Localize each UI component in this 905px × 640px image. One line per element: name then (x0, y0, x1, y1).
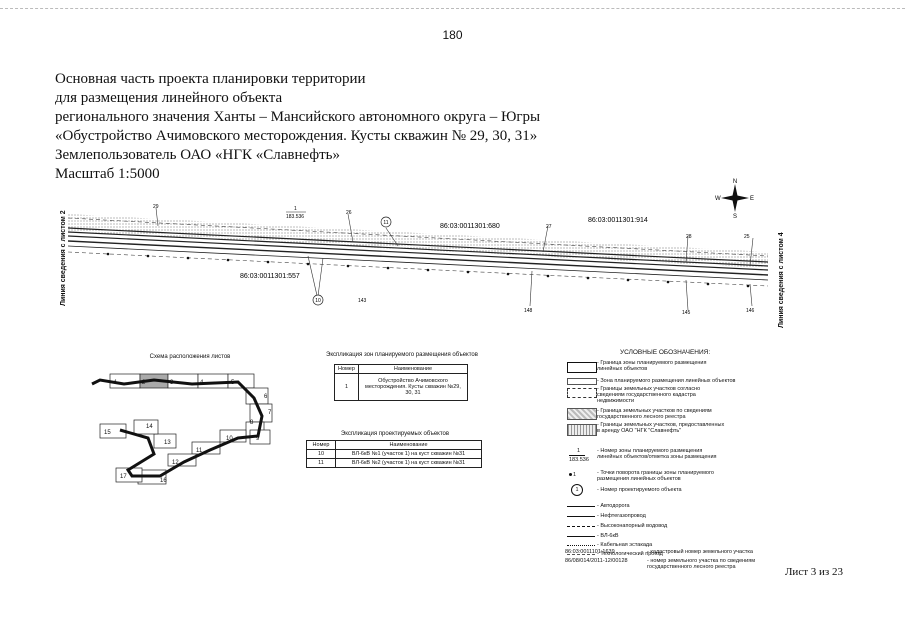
legend-forest-swatch (567, 408, 597, 420)
table-row (335, 374, 468, 401)
table-header: Наименование (336, 441, 482, 450)
linear-object-map (68, 196, 768, 326)
legend-item: - Граница зоны планируемого размещения линейных объектов (597, 360, 707, 372)
legend-title: УСЛОВНЫЕ ОБОЗНАЧЕНИЯ: (620, 349, 711, 356)
sheet-number: 9 (256, 436, 260, 442)
compass-e: E (750, 196, 755, 202)
point-label: 145 (682, 310, 691, 316)
title-line: Масштаб 1:5000 (55, 166, 160, 182)
table-header: Номер (335, 365, 359, 374)
point-label: 27 (546, 224, 552, 230)
legend-item: - Точки поворота границы зоны планируемого размещения линейных объектов (597, 470, 714, 482)
table-row (307, 450, 482, 459)
point-label: 29 (153, 204, 159, 210)
compass-s: S (732, 214, 738, 218)
legend-item: - Номер проектируемого объекта (597, 487, 682, 493)
boundary-number: 1 (294, 206, 297, 212)
title-line: регионального значения Ханты – Мансийского автономного округа – Югры (55, 109, 541, 125)
page-number: 180 (442, 28, 463, 42)
legend-cadastre-desc: - кадастровый номер земельного участка (647, 549, 753, 555)
legend-sample-mark: 183.536 (569, 457, 589, 463)
legend-sample-circle: 1 (571, 484, 583, 496)
sheet-number: 14 (146, 424, 153, 430)
title-line: Основная часть проекта планировки территории (55, 71, 366, 87)
legend-cadastre-code: 86:03:0011101:1639 (565, 549, 615, 555)
legend (565, 350, 765, 570)
compass-n: N (732, 179, 738, 185)
sheet-number: 15 (104, 430, 111, 436)
sheet-layout-scheme (88, 366, 288, 496)
title-line: для размещения линейного объекта (55, 90, 283, 106)
zones-table (334, 364, 468, 401)
table-cell: ВЛ-6кВ №2 (участок 1) на куст скважин №31 (336, 459, 482, 468)
object-number: 10 (315, 298, 321, 304)
sheet-number: 5 (231, 380, 235, 386)
point-label: 143 (358, 298, 367, 304)
point-label: 26 (346, 210, 352, 216)
sheet-number: 3 (170, 380, 174, 386)
legend-sample-point: 1 (573, 472, 577, 478)
sheet-number: 6 (264, 394, 268, 400)
legend-item: - Граница земельных участков по сведениям государственного лесного реестра (597, 408, 712, 420)
objects-table-title: Экспликация проектируемых объектов (340, 431, 450, 437)
table-cell: ВЛ-6кВ №1 (участок 1) на куст скважин №31 (336, 450, 482, 459)
table-header: Номер (307, 441, 336, 450)
sheet-number: 12 (172, 460, 179, 466)
objects-table (306, 440, 482, 468)
legend-item: - Зона планируемого размещения линейных объектов (597, 378, 736, 384)
parcel-label: 86:03:0011301:914 (588, 217, 648, 224)
legend-zone-swatch (567, 378, 597, 385)
legend-item: - Номер зоны планируемого размещения линейных объектов/отметка зоны размещения (597, 448, 717, 460)
title-line: Землепользователь ОАО «НГК «Славнефть» (55, 147, 340, 163)
zones-table-title: Экспликация зон планируемого размещения объектов (326, 352, 478, 358)
sheet-number: 2 (142, 380, 146, 386)
scheme-title: Схема расположения листов (149, 354, 231, 360)
sheet-number: 16 (160, 478, 167, 484)
legend-sample-number: 1 (577, 448, 581, 454)
legend-item: - ВЛ-6кВ (597, 533, 619, 539)
table-row (307, 459, 482, 468)
sheet-number: 11 (196, 448, 203, 454)
legend-forest-code: 86/08/014/2011-12/00128 (565, 558, 628, 564)
legend-lease-swatch (567, 424, 597, 436)
parcel-label: 86:03:0011301:557 (240, 273, 300, 280)
sheet-number: 13 (164, 440, 171, 446)
table-cell: 10 (307, 450, 336, 459)
point-label: 146 (746, 308, 755, 314)
legend-item: - Кабельная эстакада (597, 542, 653, 548)
sheet-number: 17 (120, 474, 127, 480)
sheet-number: 4 (200, 380, 204, 386)
top-edge-dashes (0, 8, 905, 9)
sheet-label: Лист 3 из 23 (784, 566, 843, 578)
sheet-number: 8 (250, 420, 254, 426)
object-number: 11 (383, 220, 389, 226)
legend-item: - Нефтегазопровод (597, 513, 646, 519)
legend-item: - Границы земельных участков согласно сведениям государственного кадастра недвижимости (597, 386, 701, 404)
legend-item: - Автодорога (597, 503, 630, 509)
table-header: Наименование (358, 365, 467, 374)
legend-cadastre-swatch (567, 388, 597, 398)
document-title (55, 70, 540, 184)
sheet-number: 7 (268, 410, 272, 416)
legend-zone-boundary-swatch (567, 362, 597, 373)
boundary-mark: 183.536 (286, 214, 305, 220)
parcel-label: 86:03:0011301:680 (440, 223, 500, 230)
compass-w: W (715, 196, 721, 202)
right-match-line: Линия сведения с листом 4 (778, 232, 785, 328)
point-label: 148 (524, 308, 533, 314)
left-match-line: Линия сведения с листом 2 (60, 210, 67, 306)
table-cell: 1 (335, 374, 359, 401)
legend-item: - Высоконапорный водовод (597, 523, 668, 529)
title-line: «Обустройство Ачимовского месторождения. Кусты скважин № 29, 30, 31» (55, 128, 538, 144)
table-cell: Обустройство Ачимовского месторождения. Кусты скважин №29, 30, 31 (358, 374, 467, 401)
legend-forest-desc: - номер земельного участка по сведениям государственного лесного реестра (647, 558, 756, 570)
legend-item: - Технологический проезд (597, 551, 663, 557)
table-cell: 11 (307, 459, 336, 468)
point-label: 28 (686, 234, 692, 240)
point-label: 25 (744, 234, 750, 240)
sheet-number: 1 (114, 380, 118, 386)
sheet-number: 10 (226, 436, 233, 442)
legend-item: - Границы земельных участков, предоставленных в аренду ОАО "НГК "Славнефть" (597, 422, 725, 434)
